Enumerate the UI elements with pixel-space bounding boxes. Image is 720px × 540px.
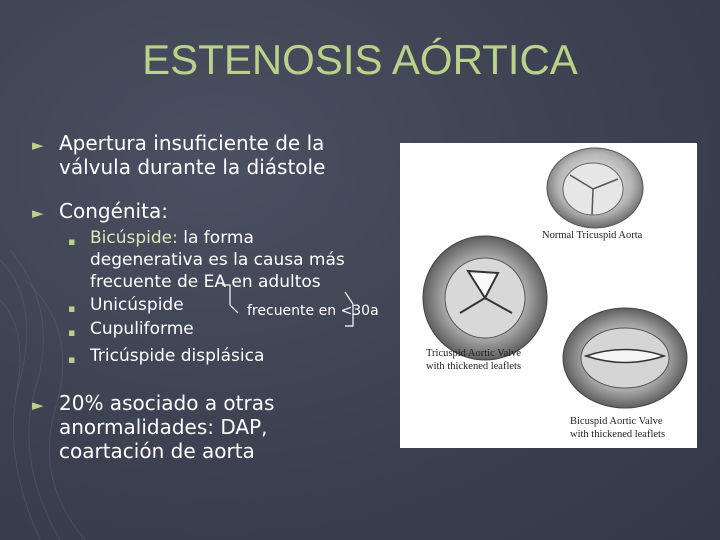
aortic-valve-figure [400,143,697,448]
sub-item-text: la forma degenerativa es la causa más frecuente de EA en adultos [90,228,345,292]
sub-item-highlight: Bicúspide: [90,228,178,248]
bicuspid-thickened-valve [563,308,687,408]
bullet-text: Congénita: [59,199,168,223]
left-brace [218,283,248,333]
brace-note: frecuente en <30a [247,303,379,319]
normal-tricuspid-valve [547,148,643,228]
sub-item-text: Unicúspide [90,295,184,315]
figure-label: Tricuspid Aortic Valve with thickened leaflets [426,348,522,372]
square-icon: ▪ [68,353,76,366]
sub-item-text: Tricúspide displásica [90,346,265,366]
square-icon: ▪ [68,326,76,339]
triangle-right-icon: ► [32,396,44,414]
bullet-text: Apertura insuficiente de la válvula durante la diástole [59,131,326,179]
triangle-right-icon: ► [32,204,44,222]
square-icon: ▪ [68,302,76,315]
bullet-text: 20% asociado a otras anormalidades: DAP, coartación de aorta [59,391,275,463]
valve-illustrations [400,143,697,448]
figure-label: Bicuspid Aortic Valve with thickened leaflets [570,416,666,440]
square-icon: ▪ [68,235,76,248]
triangle-right-icon: ► [32,136,44,154]
sub-item-text: Cupuliforme [90,319,194,339]
figure-label: Normal Tricuspid Aorta [542,230,643,241]
slide-title: ESTENOSIS AÓRTICA [142,36,578,83]
tricuspid-thickened-valve [423,236,547,360]
